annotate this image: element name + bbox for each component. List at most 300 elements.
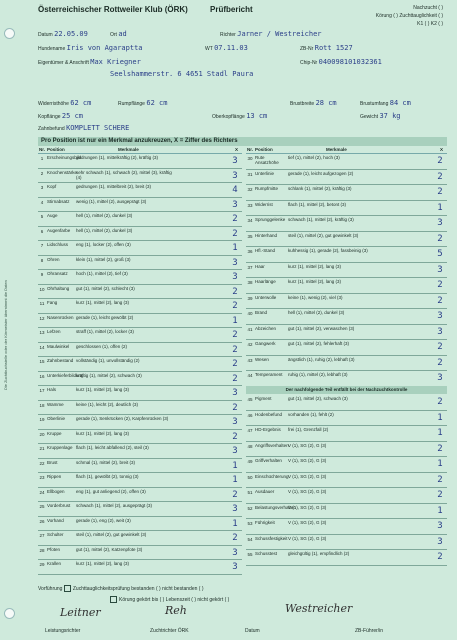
row-position-label: Hals	[47, 387, 57, 392]
row-mark[interactable]: 2	[437, 397, 443, 407]
row-number: 14	[39, 344, 45, 350]
row-criteria-text: gerade (1), Senkrücken (2), Karpfenrücken (3)	[76, 416, 169, 421]
row-number: 25	[39, 504, 45, 509]
row-number: 48	[247, 443, 253, 449]
table-row	[38, 546, 242, 561]
table-row	[246, 154, 447, 170]
row-position-label: Sprunggelenke	[255, 217, 286, 222]
anschrift-field: Seelshammerstr. 6 4651 Stadl Paura	[110, 70, 254, 78]
row-criteria-text: gerade (1), leicht gewölbt (2)	[76, 314, 134, 320]
row-mark[interactable]: 2	[232, 286, 238, 297]
row-number: 17	[39, 388, 45, 393]
row-number: 13	[39, 330, 45, 335]
row-number: 27	[39, 533, 45, 538]
row-mark[interactable]: 3	[232, 504, 238, 514]
row-criteria-text: V (1), SG (2), G (3)	[288, 520, 327, 525]
row-criteria-text: gedrungen (1), mittelbreit (2), breit (3)	[76, 184, 152, 189]
left-col-head: Nr. Position Merkmale X	[38, 146, 242, 154]
table-row	[38, 212, 242, 227]
row-number: 43	[247, 357, 253, 363]
row-position-label: Knochenstärke	[47, 169, 78, 175]
table-row	[246, 170, 447, 186]
row-position-label: Schussfestigkeit	[255, 535, 288, 541]
row-position-label: Maulwinkel	[47, 343, 70, 349]
row-criteria-text: V (1), SG (2), G (3)	[288, 473, 327, 479]
table-row	[246, 278, 447, 294]
table-row	[38, 473, 242, 488]
document-title: Prüfbericht	[210, 5, 253, 14]
row-position-label: Unterwolle	[255, 294, 277, 300]
row-position-label: Rumpfmitte	[255, 186, 279, 191]
row-mark[interactable]: 1	[232, 243, 238, 253]
row-number: 1	[40, 156, 44, 161]
row-number: 44	[247, 373, 253, 378]
table-row	[38, 357, 242, 372]
row-criteria-text: gerade (1), leicht aufgezogen (2)	[288, 170, 354, 176]
ort-field: Ort ad	[110, 30, 127, 38]
row-criteria-text: wenig (1), mittel (2), ausgeprägt (3)	[76, 198, 147, 204]
row-number: 8	[40, 257, 44, 263]
row-criteria-text: gut (1), mittel (2), schwach (3)	[288, 396, 348, 401]
row-position-label: Nasenrücken	[47, 314, 74, 320]
row-criteria-text: gerade (1), eng (2), weit (3)	[76, 517, 131, 523]
row-mark[interactable]: 2	[437, 233, 443, 244]
table-row	[38, 560, 242, 575]
row-number: 9	[40, 272, 44, 277]
row-mark[interactable]: 3	[232, 388, 238, 398]
table-row	[38, 169, 242, 184]
widerrist-field: Widerristhöhe 62 cm	[38, 99, 92, 107]
row-criteria-text: eng (1), gut anliegend (2), offen (3)	[76, 488, 146, 494]
sub-banner: Der nachfolgende Teil entfällt bei der Nachzuchtkontrolle	[246, 386, 447, 394]
row-mark[interactable]: 3	[232, 562, 238, 572]
row-criteria-text: geschlossen (1), offen (2)	[76, 343, 127, 349]
verfuehrung-line: Vorführung Zuchttauglichkeitsprüfung bestanden ( ) nicht bestanden ( )	[38, 585, 204, 592]
row-number: 53	[247, 521, 253, 526]
table-row	[38, 401, 242, 416]
row-criteria-text: gut (1), mittel (2), fehlerhaft (3)	[288, 341, 350, 346]
table-row	[38, 430, 242, 445]
row-criteria-text: kurz (1), mittel (2), lang (3)	[76, 300, 130, 305]
row-mark[interactable]: 3	[437, 311, 443, 321]
brustumfang-field: Brustumfang 84 cm	[360, 99, 411, 107]
row-criteria-text: flach (1), gewölbt (2), tonnig (3)	[76, 474, 139, 479]
row-criteria-text: hell (1), mittel (2), dunkel (3)	[76, 227, 133, 233]
datum-field: Datum 22.05.09	[38, 30, 88, 38]
row-number: 42	[247, 342, 253, 347]
row-number: 22	[39, 460, 45, 466]
row-position-label: Haar	[255, 263, 265, 269]
row-number: 50	[247, 474, 253, 480]
table-row	[38, 502, 242, 517]
row-mark[interactable]: 3	[437, 326, 443, 337]
row-mark[interactable]: 5	[437, 249, 443, 259]
row-number: 47	[247, 428, 253, 433]
row-number: 49	[247, 459, 253, 464]
row-position-label: Wesen	[255, 356, 269, 362]
row-mark[interactable]: 3	[232, 199, 238, 210]
row-criteria-text: sehr schwach (1), schwach (2), mittel (3), kräftig (4)	[76, 169, 172, 180]
row-criteria-text: gedrungen (1), mittelkräftig (2), kräftig (3)	[76, 155, 159, 160]
row-criteria-text: V (1), SG (2), G (3)	[288, 535, 327, 541]
table-row	[38, 488, 242, 503]
row-mark[interactable]: 1	[232, 475, 238, 485]
row-position-label: Widerrist	[255, 201, 273, 207]
row-mark[interactable]: 3	[437, 536, 443, 547]
row-position-label: Ohransatz	[47, 271, 68, 276]
row-number: 23	[39, 475, 45, 480]
table-row	[38, 198, 242, 213]
row-mark[interactable]: 2	[437, 443, 443, 454]
row-number: 18	[39, 402, 45, 408]
row-position-label: Pigment	[255, 396, 272, 401]
row-position-label: Rute Ansatzhöhe	[255, 155, 279, 165]
row-position-label: Haarlänge	[255, 279, 276, 284]
right-col-head: Nr. Position Merkmale X	[246, 146, 447, 154]
signature-leistungsrichter: Leitner	[60, 606, 101, 619]
row-number: 35	[247, 233, 253, 239]
table-row	[38, 227, 242, 242]
row-position-label: Unterlinie	[255, 170, 275, 176]
row-mark[interactable]: 3	[232, 446, 238, 456]
table-row	[246, 294, 447, 310]
table-row	[246, 371, 447, 387]
row-criteria-text: hell (1), mittel (2), dunkel (3)	[76, 213, 133, 218]
table-row	[38, 241, 242, 256]
row-criteria-text: schmal (1), mittel (2), breit (3)	[76, 459, 136, 465]
row-position-label: Fang	[47, 300, 58, 305]
row-position-label: Ohren	[47, 256, 60, 262]
richter-field: Richter Jarner / Westreicher	[220, 30, 322, 38]
table-row	[38, 285, 242, 300]
row-criteria-text: straff (1), mittel (2), locker (3)	[76, 329, 134, 334]
row-mark[interactable]: 2	[437, 342, 443, 352]
row-number: 32	[247, 187, 253, 192]
row-mark[interactable]: 3	[232, 257, 238, 268]
row-number: 33	[247, 202, 253, 208]
brustbreite-field: Brustbreite 28 cm	[290, 99, 337, 107]
signature-third: Westreicher	[285, 602, 353, 615]
table-row	[38, 256, 242, 271]
gewicht-field: Gewicht 37 kg	[360, 112, 401, 120]
row-mark[interactable]: 2	[232, 228, 238, 239]
row-mark[interactable]: 3	[232, 156, 238, 166]
row-mark[interactable]: 2	[437, 474, 443, 485]
table-row	[246, 457, 447, 473]
row-number: 40	[247, 311, 253, 316]
row-position-label: Hinterhand	[255, 232, 278, 238]
table-banner: Pro Position ist nur ein Merkmal anzukreuzen, X = Ziffer des Richters	[38, 137, 447, 146]
row-criteria-text: klein (1), mittel (2), groß (3)	[76, 256, 131, 262]
table-row	[246, 426, 447, 442]
option-nachzucht[interactable]: Nachzucht ( )	[413, 5, 443, 11]
row-position-label: Lefzen	[47, 329, 61, 334]
row-number: 55	[247, 552, 253, 557]
zbnr-field: ZB-Nr Rott 1527	[300, 44, 353, 52]
row-number: 19	[39, 417, 45, 422]
row-number: 45	[247, 397, 253, 402]
row-criteria-text: tief (1), mittel (2), hoch (3)	[288, 155, 340, 160]
row-position-label: Brust	[47, 459, 58, 465]
koerung-checkbox[interactable]	[110, 596, 117, 603]
sig-label-4: ZB-Führer/in	[355, 628, 384, 634]
row-mark[interactable]: 3	[232, 547, 238, 558]
table-row	[246, 185, 447, 201]
row-criteria-text: kurz (1), mittel (2), lang (3)	[76, 561, 130, 566]
sig-label-3: Datum	[245, 628, 260, 634]
row-number: 6	[40, 228, 44, 234]
row-number: 10	[39, 286, 45, 292]
table-row	[246, 232, 447, 248]
row-criteria-text: V (1), SG (2), G (3)	[288, 442, 327, 448]
row-position-label: Ausdauer	[255, 489, 275, 494]
row-criteria-text: flach (1), leicht abfallend (2), steil (3)	[76, 445, 149, 450]
row-criteria-text: vorhanden (1), fehlt (2)	[288, 411, 334, 417]
row-number: 37	[247, 264, 253, 270]
row-number: 29	[39, 562, 45, 567]
table-row	[246, 356, 447, 372]
row-mark[interactable]: 2	[232, 301, 238, 311]
row-mark[interactable]: 3	[232, 417, 238, 427]
row-criteria-text: keine (1), leicht (2), deutlich (3)	[76, 401, 139, 407]
table-row	[246, 309, 447, 325]
row-mark[interactable]: 2	[437, 171, 443, 182]
row-mark[interactable]: 3	[437, 521, 443, 531]
row-position-label: Schusstest	[255, 551, 278, 556]
table-row	[38, 270, 242, 285]
table-row	[246, 340, 447, 356]
row-position-label: Temperament	[255, 372, 283, 377]
table-row	[246, 488, 447, 504]
row-position-label: Einschüchterung	[255, 473, 289, 479]
row-number: 28	[39, 547, 45, 553]
row-criteria-text: steil (1), mittel (2), gut gewinkelt (3)	[76, 532, 147, 537]
row-mark[interactable]: 1	[437, 459, 443, 469]
zahnbefund-field: Zahnbefund KOMPLETT SCHERE	[38, 124, 130, 132]
row-number: 12	[39, 315, 45, 321]
row-number: 39	[247, 295, 253, 301]
row-mark[interactable]: 2	[232, 402, 238, 413]
row-mark[interactable]: 2	[232, 489, 238, 500]
row-position-label: Ellbogen	[47, 488, 65, 494]
row-position-label: Zahnbestand	[47, 358, 74, 363]
row-position-label: Krallen	[47, 561, 62, 566]
row-position-label: Brand	[255, 310, 268, 315]
row-mark[interactable]: 3	[232, 272, 238, 282]
row-criteria-text: gut (1), mittel (2), verwaschen (3)	[288, 325, 355, 331]
row-mark[interactable]: 2	[437, 357, 443, 368]
sig-label-2: Zuchtrichter ÖRK	[150, 628, 189, 634]
row-criteria-text: vollständig (1), unvollständig (2)	[76, 358, 140, 363]
row-number: 16	[39, 373, 45, 379]
row-mark[interactable]: 3	[437, 264, 443, 275]
table-row	[38, 386, 242, 401]
row-number: 36	[247, 249, 253, 254]
row-criteria-text: V (1), SG (2), G (3)	[288, 504, 327, 510]
row-position-label: Rippen	[47, 474, 62, 479]
row-position-label: Kopf	[47, 184, 57, 189]
row-position-label: Angriffsverhalten	[255, 442, 289, 448]
row-criteria-text: gut (1), mittel (2), Katzenpfote (3)	[76, 546, 143, 552]
row-position-label: Belastungsverhalten	[255, 504, 296, 510]
row-mark[interactable]: 1	[437, 428, 443, 438]
row-mark[interactable]: 1	[232, 315, 238, 326]
row-position-label: Augenfarbe	[47, 227, 71, 233]
sig-label-1: Leistungsrichter	[45, 628, 81, 634]
row-position-label: Kruppe	[47, 430, 62, 436]
row-criteria-text: schlank (1), mittel (2), kräftig (3)	[288, 186, 352, 191]
table-row	[38, 314, 242, 329]
row-position-label: Gangwerk	[255, 341, 276, 346]
row-number: 51	[247, 490, 253, 495]
table-row	[246, 442, 447, 458]
row-criteria-text: keine (1), wenig (2), viel (3)	[288, 294, 343, 300]
row-number: 21	[39, 446, 45, 451]
table-row	[246, 201, 447, 217]
row-number: 52	[247, 505, 253, 511]
table-row	[38, 531, 242, 546]
row-mark[interactable]: 2	[232, 344, 238, 355]
table-row	[38, 154, 242, 169]
row-mark[interactable]: 1	[437, 202, 443, 213]
row-mark[interactable]: 2	[437, 156, 443, 166]
row-criteria-text: gleichgültig (1), empfindlich (2)	[288, 551, 350, 556]
row-number: 2	[40, 170, 44, 176]
row-mark[interactable]: 2	[437, 187, 443, 197]
row-number: 31	[247, 171, 253, 177]
table-row	[246, 395, 447, 411]
table-row	[246, 247, 447, 263]
table-row	[246, 504, 447, 520]
row-number: 7	[40, 243, 44, 248]
table-row	[246, 411, 447, 427]
row-mark[interactable]: 2	[232, 533, 238, 543]
row-criteria-text: kurz (1), mittel (2), lang (3)	[76, 430, 130, 436]
row-position-label: Lidschluss	[47, 242, 69, 247]
row-position-label: Kruppenlage	[47, 445, 73, 450]
row-mark[interactable]: 2	[232, 214, 238, 224]
row-number: 46	[247, 412, 253, 418]
table-row	[246, 216, 447, 232]
row-number: 38	[247, 280, 253, 285]
hundename-field: Hundename Iris von Agaraptta	[38, 44, 143, 52]
option-k1-k2[interactable]: K1 ( ) K2 ( )	[417, 21, 443, 27]
table-row	[246, 550, 447, 566]
row-mark[interactable]: 2	[232, 431, 238, 442]
signature-zuchtrichter: Reh	[165, 604, 187, 617]
verfuehrung-checkbox[interactable]	[64, 585, 71, 592]
row-position-label: Pfoten	[47, 546, 61, 552]
row-position-label: Führigkeit	[255, 520, 275, 525]
row-position-label: Erscheinungsbild	[47, 155, 82, 160]
row-position-label: Wamme	[47, 401, 64, 407]
table-row	[38, 299, 242, 314]
row-number: 24	[39, 489, 45, 495]
row-mark[interactable]: 2	[232, 359, 238, 369]
row-position-label: Ohrhaltung	[47, 285, 70, 291]
row-mark[interactable]: 1	[232, 518, 238, 529]
row-position-label: Vorhand	[47, 517, 64, 523]
side-note: Die Zuchtbuchstelle oder der Körmeister übernimmt die Daten	[3, 280, 8, 390]
row-criteria-text: V (1), SG (2), G (3)	[288, 489, 327, 494]
row-mark[interactable]: 2	[437, 280, 443, 290]
row-number: 30	[247, 156, 253, 161]
row-criteria-text: kuhhessig (1), gerade (2), fassbeinig (3)	[288, 248, 368, 253]
row-criteria-text: kräftig (1), mittel (2), schwach (3)	[76, 372, 142, 378]
row-criteria-text: hoch (1), mittel (2), tief (3)	[76, 271, 128, 276]
row-mark[interactable]: 3	[232, 170, 238, 181]
row-criteria-text: kurz (1), mittel (2), lang (3)	[288, 279, 342, 284]
row-position-label: Vorderbrust	[47, 503, 71, 508]
row-criteria-text: eng (1), locker (2), offen (3)	[76, 242, 131, 247]
row-number: 34	[247, 218, 253, 223]
row-criteria-text: schwach (1), mittel (2), kräftig (3)	[288, 217, 354, 222]
row-mark[interactable]: 3	[437, 218, 443, 228]
row-mark[interactable]: 1	[437, 505, 443, 516]
row-mark[interactable]: 4	[232, 185, 238, 195]
wurftag-field: WT 07.11.03	[205, 44, 248, 52]
row-mark[interactable]: 3	[437, 373, 443, 383]
row-mark[interactable]: 2	[437, 295, 443, 306]
punch-hole	[4, 28, 15, 39]
row-criteria-text: kurz (1), mittel (2), lang (3)	[76, 387, 130, 392]
koerung-line: Körung gekört bis ( ) Lebenszeit ( ) nicht gekört ( )	[110, 596, 229, 603]
table-row	[246, 519, 447, 535]
option-koerung-zucht[interactable]: Körung ( ) Zuchttauglichkeit ( )	[375, 13, 443, 19]
table-row	[38, 183, 242, 198]
row-criteria-text: V (1), SG (2), G (3)	[288, 458, 327, 463]
table-row	[38, 415, 242, 430]
row-mark[interactable]: 1	[232, 460, 238, 471]
row-position-label: Hfl.-Stand	[255, 248, 276, 253]
kopflaenge-field: Kopflänge 25 cm	[38, 112, 83, 120]
table-row	[38, 517, 242, 532]
row-mark[interactable]: 2	[437, 490, 443, 500]
table-row	[38, 372, 242, 387]
row-number: 4	[40, 199, 44, 205]
row-mark[interactable]: 2	[437, 552, 443, 562]
table-row	[38, 343, 242, 358]
row-mark[interactable]: 1	[437, 412, 443, 423]
row-position-label: Hodenbefund	[255, 411, 283, 417]
table-row	[246, 325, 447, 341]
row-criteria-text: kurz (1), mittel (2), lang (3)	[288, 263, 342, 269]
row-number: 20	[39, 431, 45, 437]
row-number: 41	[247, 326, 253, 332]
rumpflaenge-field: Rumpflänge 62 cm	[118, 99, 168, 107]
row-criteria-text: flach (1), mittel (2), betont (3)	[288, 201, 347, 207]
row-number: 11	[39, 301, 45, 306]
club-title: Österreichischer Rottweiler Klub (ÖRK)	[38, 5, 188, 14]
table-row	[38, 459, 242, 474]
row-position-label: Unterkieferbildung	[47, 372, 84, 378]
row-position-label: Griffverhalten	[255, 458, 282, 463]
row-number: 5	[40, 214, 44, 219]
row-mark[interactable]: 2	[232, 330, 238, 340]
row-mark[interactable]: 2	[232, 373, 238, 384]
punch-hole	[4, 608, 15, 619]
row-number: 15	[39, 359, 45, 364]
row-criteria-text: hell (1), mittel (2), dunkel (3)	[288, 310, 345, 315]
row-position-label: Schulter	[47, 532, 64, 537]
row-criteria-text: gut (1), mittel (2), schlecht (3)	[76, 285, 135, 291]
row-number: 26	[39, 518, 45, 524]
row-criteria-text: frei (1), Grenzfall (2)	[288, 427, 329, 432]
row-number: 54	[247, 536, 253, 542]
row-position-label: Stirnabsatz	[47, 198, 70, 204]
row-position-label: HD-Ergebnis	[255, 427, 281, 432]
row-number: 3	[40, 185, 44, 190]
